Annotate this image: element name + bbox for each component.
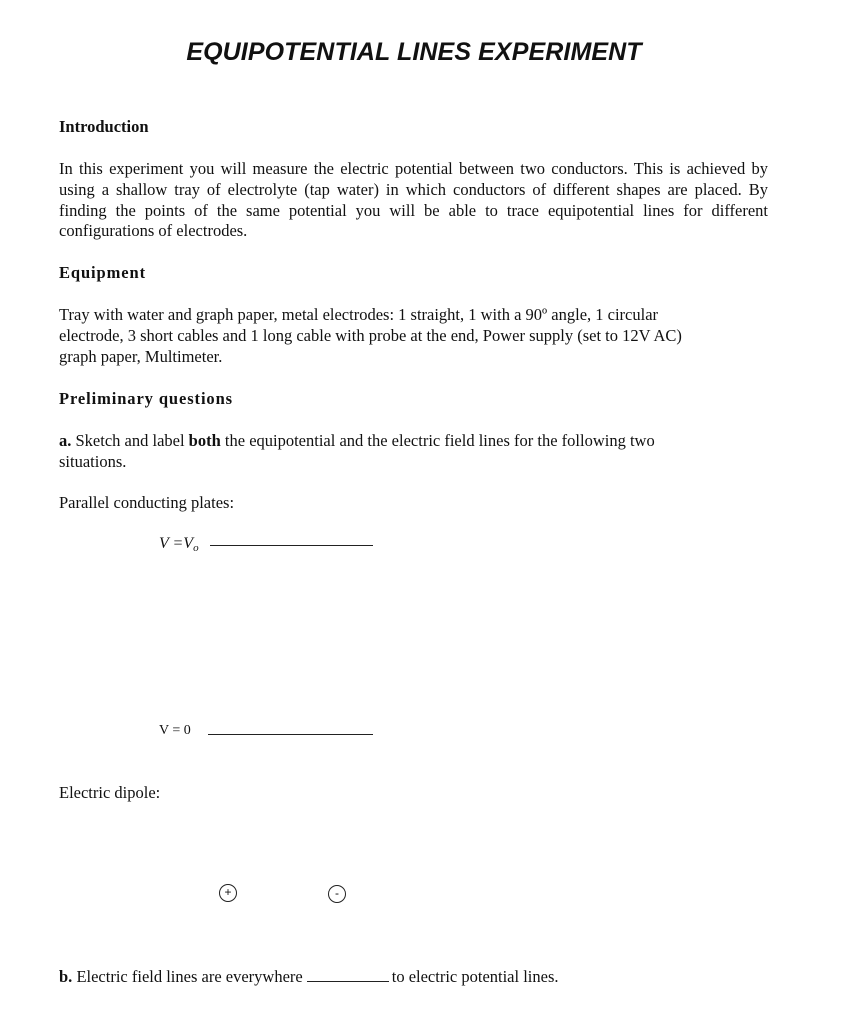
question-b-text-after: to electric potential lines. [391, 967, 559, 986]
equipment-line: electrode, 3 short cables and 1 long cable with probe at the end, Power supply (set to 12V AC) [59, 325, 682, 345]
bottom-plate-line [208, 734, 373, 735]
question-a-line1 [59, 431, 655, 452]
question-b-answer-blank[interactable] [307, 980, 389, 982]
top-plate-label [159, 535, 199, 554]
equipment-line: Tray with water and graph paper, metal electrodes: 1 straight, 1 with a 90º angle, 1 circular [59, 305, 659, 324]
negative-charge-icon: - [328, 885, 346, 903]
question-a-label: a. [59, 431, 72, 450]
question-b [59, 967, 559, 988]
positive-charge-icon: + [219, 884, 237, 902]
question-a-line2: situations. [59, 451, 127, 471]
question-b-text-before: Electric field lines are everywhere [76, 967, 303, 986]
preliminary-heading: Preliminary questions [59, 389, 233, 408]
equipment-line: graph paper, Multimeter. [59, 346, 223, 366]
equipment-heading: Equipment [59, 263, 146, 282]
parallel-plates-caption: Parallel conducting plates: [59, 493, 235, 512]
dipole-caption: Electric dipole: [59, 783, 161, 802]
top-plate-line [210, 545, 373, 546]
question-b-label: b. [59, 967, 73, 986]
bottom-plate-label: V = 0 [159, 723, 191, 738]
top-plate-label-text: V =V [159, 535, 194, 552]
question-a-text-after: the equipotential and the electric field lines for the following two [224, 431, 655, 450]
question-a-text-before: Sketch and label [75, 431, 185, 450]
introduction-paragraph: In this experiment you will measure the electric potential between two conductors. This is achieved by using a shallow tray of electrolyte (tap water) in which conductors of different shapes are placed. By finding the points of the same potential you will be able to trace equipotential lines for different configurations of electrodes. [59, 159, 768, 241]
question-a-emphasis: both [188, 431, 221, 450]
page-title: EQUIPOTENTIAL LINES EXPERIMENT [186, 38, 642, 66]
equipment-list [59, 305, 682, 367]
question-a [59, 431, 655, 473]
top-plate-label-subscript: o [193, 542, 199, 554]
introduction-heading: Introduction [59, 117, 149, 136]
